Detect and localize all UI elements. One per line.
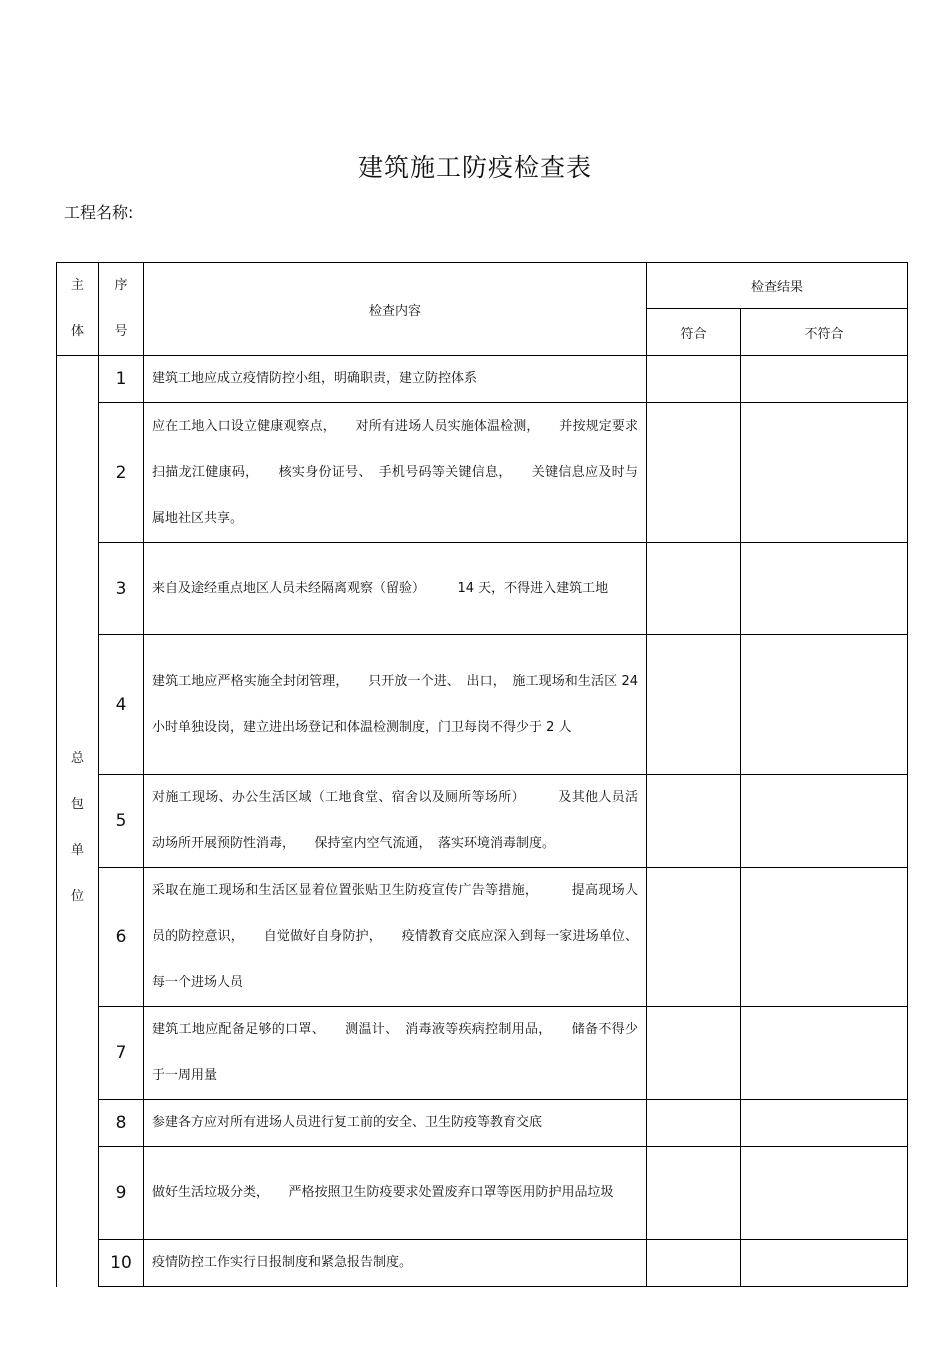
pass-cell[interactable] — [647, 1007, 741, 1100]
table-row — [57, 1240, 908, 1287]
fail-cell[interactable] — [741, 403, 908, 543]
header-subject-line2: 体 — [70, 324, 84, 339]
table-row — [57, 1007, 908, 1100]
inspection-table — [56, 262, 908, 1287]
table-row — [57, 868, 908, 1007]
pass-cell[interactable] — [647, 868, 741, 1007]
pass-cell[interactable] — [647, 775, 741, 868]
subject-char: 单 — [70, 843, 84, 858]
pass-cell[interactable] — [647, 403, 741, 543]
table-row — [57, 775, 908, 868]
row-number: 2 — [99, 403, 144, 543]
row-content: 来自及途经重点地区人员未经隔离观察（留验） 14 天，不得进入建筑工地 — [144, 543, 647, 635]
fail-cell[interactable] — [741, 543, 908, 635]
fail-cell[interactable] — [741, 356, 908, 403]
row-number: 9 — [99, 1147, 144, 1240]
page-title: 建筑施工防疫检查表 — [357, 153, 592, 182]
fail-cell[interactable] — [741, 775, 908, 868]
header-seq-line1: 序 — [114, 278, 128, 293]
header-result: 检查结果 — [647, 263, 908, 309]
row-content: 疫情防控工作实行日报制度和紧急报告制度。 — [144, 1240, 647, 1287]
header-seq-line2: 号 — [114, 324, 128, 339]
row-content: 做好生活垃圾分类， 严格按照卫生防疫要求处置废弃口罩等医用防护用品垃圾 — [144, 1147, 647, 1240]
pass-cell[interactable] — [647, 1240, 741, 1287]
subject-char: 包 — [70, 797, 84, 812]
header-content: 检查内容 — [144, 263, 647, 356]
row-number: 3 — [99, 543, 144, 635]
pass-cell[interactable] — [647, 543, 741, 635]
row-content: 采取在施工现场和生活区显着位置张贴卫生防疫宣传广告等措施， 提高现场人员的防控意识， 自觉做好自身防护， 疫情教育交底应深入到每一家进场单位、每一个进场人员 — [144, 868, 647, 1007]
row-content: 应在工地入口设立健康观察点， 对所有进场人员实施体温检测， 并按规定要求扫描龙江健康码， 核实身份证号、 手机号码等关键信息， 关键信息应及时与属地社区共享。 — [144, 403, 647, 543]
fail-cell[interactable] — [741, 1007, 908, 1100]
header-subject — [57, 263, 99, 356]
row-number: 1 — [99, 356, 144, 403]
row-number: 4 — [99, 635, 144, 775]
header-subject-line1: 主 — [70, 278, 84, 293]
table-row — [57, 1147, 908, 1240]
row-number: 5 — [99, 775, 144, 868]
project-name-label: 工程名称: — [64, 203, 134, 222]
fail-cell[interactable] — [741, 868, 908, 1007]
row-number: 6 — [99, 868, 144, 1007]
subject-char: 位 — [70, 889, 84, 904]
pass-cell[interactable] — [647, 635, 741, 775]
pass-cell[interactable] — [647, 1147, 741, 1240]
row-content: 对施工现场、办公生活区域（工地食堂、宿舍以及厕所等场所） 及其他人员活动场所开展预防性消毒， 保持室内空气流通， 落实环境消毒制度。 — [144, 775, 647, 868]
table-row — [57, 356, 908, 403]
row-content: 参建各方应对所有进场人员进行复工前的安全、卫生防疫等教育交底 — [144, 1100, 647, 1147]
subject-cell — [57, 356, 99, 1287]
fail-cell[interactable] — [741, 1147, 908, 1240]
table-row — [57, 1100, 908, 1147]
row-content: 建筑工地应严格实施全封闭管理， 只开放一个进、 出口， 施工现场和生活区 24 小时单独设岗，建立进出场登记和体温检测制度，门卫每岗不得少于 2 人 — [144, 635, 647, 775]
row-content: 建筑工地应成立疫情防控小组，明确职责，建立防控体系 — [144, 356, 647, 403]
header-pass: 符合 — [647, 309, 741, 356]
table-row — [57, 403, 908, 543]
subject-char: 总 — [70, 751, 84, 766]
fail-cell[interactable] — [741, 1100, 908, 1147]
table-row — [57, 635, 908, 775]
header-seq — [99, 263, 144, 356]
pass-cell[interactable] — [647, 356, 741, 403]
table-row — [57, 543, 908, 635]
row-content: 建筑工地应配备足够的口罩、 测温计、 消毒液等疾病控制用品， 储备不得少于一周用量 — [144, 1007, 647, 1100]
pass-cell[interactable] — [647, 1100, 741, 1147]
row-number: 7 — [99, 1007, 144, 1100]
row-number: 8 — [99, 1100, 144, 1147]
fail-cell[interactable] — [741, 1240, 908, 1287]
row-number: 10 — [99, 1240, 144, 1287]
header-fail: 不符合 — [741, 309, 908, 356]
fail-cell[interactable] — [741, 635, 908, 775]
